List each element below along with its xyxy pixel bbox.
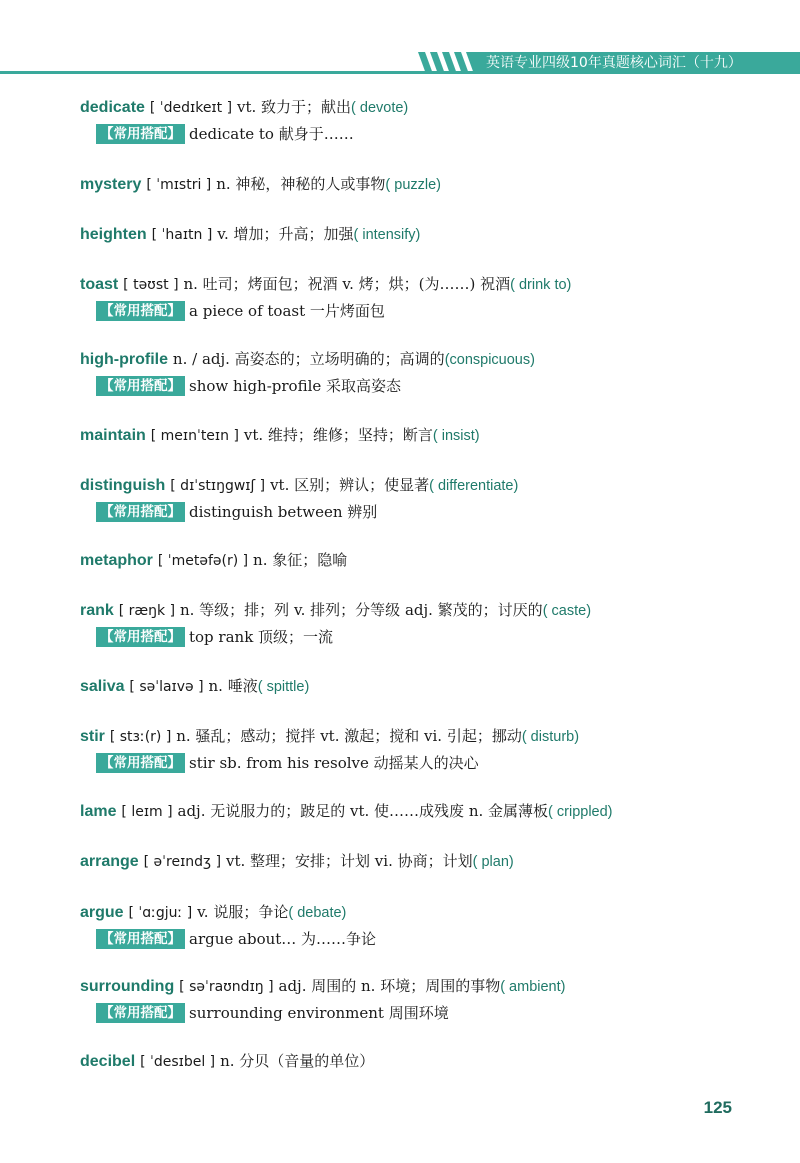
entry-definition: v. 增加；升高；加强	[217, 225, 354, 243]
entry-word: high-profile	[80, 351, 168, 368]
entry-collocation: a piece of toast 一片烤面包	[189, 302, 385, 320]
entry-synonym: ( puzzle)	[385, 177, 442, 193]
entry-phonetic: [ dɪˈstɪŋgwɪʃ ]	[170, 478, 266, 494]
entry-stir	[80, 725, 780, 774]
entry-synonym: ( drink to)	[510, 277, 572, 293]
entry-phonetic: [ ˈmɪstri ]	[146, 177, 212, 193]
collocation-tag: 【常用搭配】	[96, 124, 185, 144]
entry-definition: n. 吐司；烤面包；祝酒 v. 烤；烘；(为……) 祝酒	[183, 275, 511, 293]
entry-definition: n. / adj. 高姿态的；立场明确的；高调的	[172, 350, 445, 368]
entry-decibel	[80, 1050, 780, 1073]
entry-word: maintain	[80, 427, 146, 444]
entry-phonetic: [ ˈmetəfə(r) ]	[157, 553, 249, 569]
entry-phonetic: [ təʊst ]	[123, 277, 179, 293]
entry-argue	[80, 901, 780, 950]
entry-saliva	[80, 675, 780, 698]
entry-word: dedicate	[80, 99, 145, 116]
entry-collocation: top rank 顶级；一流	[189, 628, 334, 646]
entry-word: rank	[80, 602, 114, 619]
entry-phonetic: [ meɪnˈteɪn ]	[150, 428, 239, 444]
entry-synonym: ( plan)	[472, 854, 514, 870]
entry-collocation: show high-profile 采取高姿态	[189, 377, 402, 395]
entry-lame	[80, 800, 780, 823]
entry-phonetic: [ stɜː(r) ]	[109, 729, 172, 745]
entry-word: heighten	[80, 226, 147, 243]
collocation-tag: 【常用搭配】	[96, 753, 185, 773]
entry-word: distinguish	[80, 477, 166, 494]
entry-definition: n. 骚乱；感动；搅拌 vt. 激起；搅和 vi. 引起；挪动	[176, 727, 522, 745]
entry-word: metaphor	[80, 552, 153, 569]
entry-phonetic: [ ræŋk ]	[118, 603, 176, 619]
header-stripes-decoration	[418, 52, 478, 74]
entry-definition: vt. 维持；维修；坚持；断言	[243, 426, 433, 444]
entry-word: arrange	[80, 853, 139, 870]
entry-rank	[80, 599, 780, 648]
entry-phonetic: [ ˈdedɪkeɪt ]	[149, 100, 233, 116]
entry-distinguish	[80, 474, 780, 523]
entry-collocation: surrounding environment 周围环境	[189, 1004, 449, 1022]
entry-definition: v. 说服；争论	[197, 903, 289, 921]
entry-maintain	[80, 424, 780, 447]
entry-phonetic: [ leɪm ]	[121, 804, 173, 820]
entry-synonym: ( spittle)	[257, 679, 310, 695]
collocation-tag: 【常用搭配】	[96, 1003, 185, 1023]
entry-word: surrounding	[80, 978, 175, 995]
entry-toast	[80, 273, 780, 322]
entry-definition: n. 神秘，神秘的人或事物	[216, 175, 386, 193]
entry-collocation: distinguish between 辨别	[189, 503, 378, 521]
page-header	[0, 52, 800, 78]
entry-word: mystery	[80, 176, 142, 193]
entry-definition: n. 等级；排；列 v. 排列；分等级 adj. 繁茂的；讨厌的	[179, 601, 543, 619]
entry-word: toast	[80, 276, 119, 293]
entry-definition: adj. 周围的 n. 环境；周围的事物	[278, 977, 501, 995]
entry-dedicate	[80, 96, 780, 145]
entry-phonetic: [ səˈlaɪvə ]	[129, 679, 204, 695]
entry-collocation: argue about… 为……争论	[189, 930, 377, 948]
entry-synonym: ( debate)	[288, 905, 347, 921]
entry-synonym: ( caste)	[542, 603, 592, 619]
entry-metaphor	[80, 549, 780, 572]
entry-synonym: ( crippled)	[548, 804, 613, 820]
entry-synonym: ( ambient)	[500, 979, 566, 995]
collocation-tag: 【常用搭配】	[96, 627, 185, 647]
entry-synonym: ( disturb)	[521, 729, 580, 745]
entry-phonetic: [ ˈdesɪbel ]	[140, 1054, 216, 1070]
entry-word: stir	[80, 728, 105, 745]
entry-mystery	[80, 173, 780, 196]
entry-definition: vt. 区别；辨认；使显著	[270, 476, 430, 494]
entry-phonetic: [ ˈhaɪtn ]	[151, 227, 213, 243]
entry-definition: n. 分贝（音量的单位）	[220, 1052, 375, 1070]
chapter-title: 英语专业四级10年真题核心词汇（十九）	[478, 52, 800, 74]
collocation-tag: 【常用搭配】	[96, 502, 185, 522]
entry-synonym: ( insist)	[432, 428, 480, 444]
entry-word: saliva	[80, 678, 125, 695]
entry-arrange	[80, 850, 780, 873]
entry-surrounding	[80, 975, 780, 1024]
entry-definition: n. 唾液	[208, 677, 258, 695]
entry-phonetic: [ səˈraʊndɪŋ ]	[179, 979, 274, 995]
entry-collocation: stir sb. from his resolve 动摇某人的决心	[189, 754, 479, 772]
entry-synonym: ( devote)	[351, 100, 409, 116]
entry-phonetic: [ ˈɑːgjuː ]	[128, 905, 193, 921]
entry-synonym: (conspicuous)	[444, 352, 535, 368]
entry-definition: n. 象征；隐喻	[253, 551, 348, 569]
entry-definition: vt. 整理；安排；计划 vi. 协商；计划	[225, 852, 473, 870]
entry-high-profile	[80, 348, 780, 397]
entry-synonym: ( intensify)	[353, 227, 421, 243]
collocation-tag: 【常用搭配】	[96, 301, 185, 321]
entry-word: decibel	[80, 1053, 136, 1070]
entry-heighten	[80, 223, 780, 246]
entry-collocation: dedicate to 献身于……	[189, 125, 354, 143]
collocation-tag: 【常用搭配】	[96, 376, 185, 396]
entry-definition: adj. 无说服力的；跛足的 vt. 使……成残废 n. 金属薄板	[177, 802, 549, 820]
entry-word: lame	[80, 803, 117, 820]
entry-synonym: ( differentiate)	[429, 478, 519, 494]
entry-phonetic: [ əˈreɪndʒ ]	[143, 854, 222, 870]
entry-definition: vt. 致力于；献出	[236, 98, 352, 116]
collocation-tag: 【常用搭配】	[96, 929, 185, 949]
page-number: 125	[703, 1098, 732, 1117]
entry-word: argue	[80, 904, 124, 921]
